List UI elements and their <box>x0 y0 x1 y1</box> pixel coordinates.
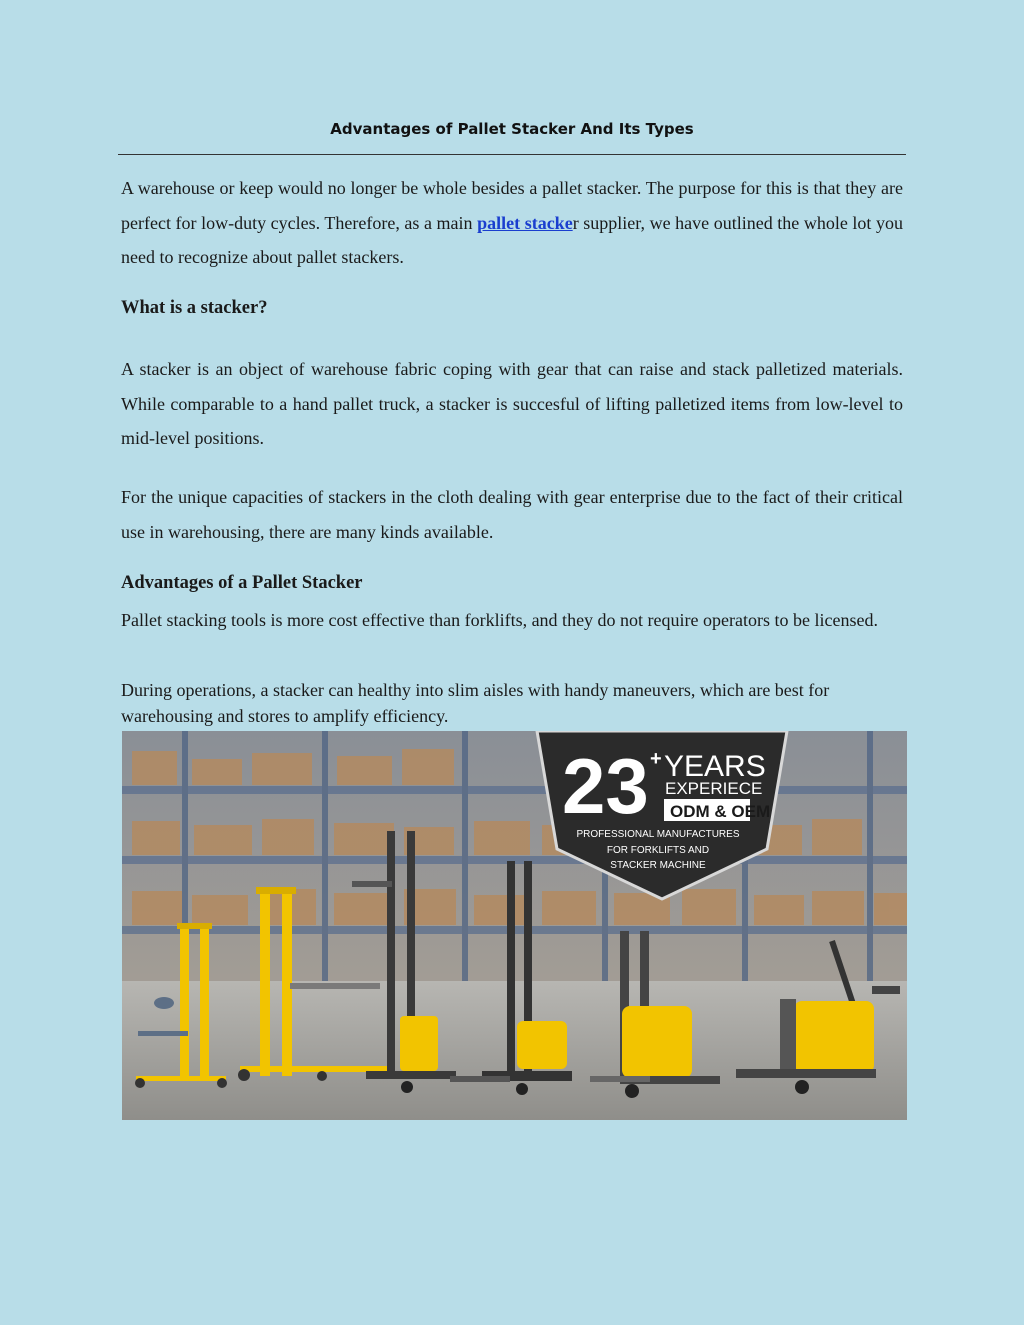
badge-years: YEARS <box>664 750 766 783</box>
warehouse-scene <box>122 731 907 1120</box>
badge-line-2: FOR FORKLIFTS AND <box>606 845 710 856</box>
document-title: Advantages of Pallet Stacker And Its Types <box>330 120 694 138</box>
pallet-stacker-product-image <box>122 731 907 1120</box>
badge-number: 23 <box>562 742 649 830</box>
pallet-stacker-link[interactable]: pallet stacke <box>477 212 573 233</box>
intro-paragraph <box>121 171 903 275</box>
intro-text-before: A warehouse or keep would no longer be whole besides a pallet stacker. The purpose for this is that they are perfect for low-duty cycles. Therefore, as a main <box>121 178 903 233</box>
badge-odm-oem: ODM & OEM <box>670 802 771 821</box>
badge-experience: EXPERIECE <box>665 779 763 798</box>
stacker-definition-paragraph: A stacker is an object of warehouse fabric coping with gear that can raise and stack palletized materials. While comparable to a hand pallet truck, a stacker is succesful of lifting palletized items from low-level to mid-level positions. <box>121 359 903 448</box>
badge-line-3: STACKER MACHINE <box>610 860 706 871</box>
intro-text-after: r supplier, we have outlined the whole lot you need to recognize about pallet stackers. <box>121 212 903 267</box>
title-divider <box>118 154 906 155</box>
advantage-aisles-paragraph: During operations, a stacker can healthy into slim aisles with handy maneuvers, which are best for warehousing and stores to amplify efficiency. <box>121 680 830 726</box>
stacker-types-paragraph: For the unique capacities of stackers in the cloth dealing with gear enterprise due to the fact of their critical use in warehousing, there are many kinds available. <box>121 487 903 542</box>
badge-line-1: PROFESSIONAL MANUFACTURES <box>576 829 740 840</box>
badge-plus: + <box>650 748 662 770</box>
section-heading-what-is-stacker: What is a stacker? <box>121 298 268 318</box>
section-heading-advantages: Advantages of a Pallet Stacker <box>121 573 363 593</box>
advantage-cost-paragraph: Pallet stacking tools is more cost effective than forklifts, and they do not require operators to be licensed. <box>121 610 878 630</box>
